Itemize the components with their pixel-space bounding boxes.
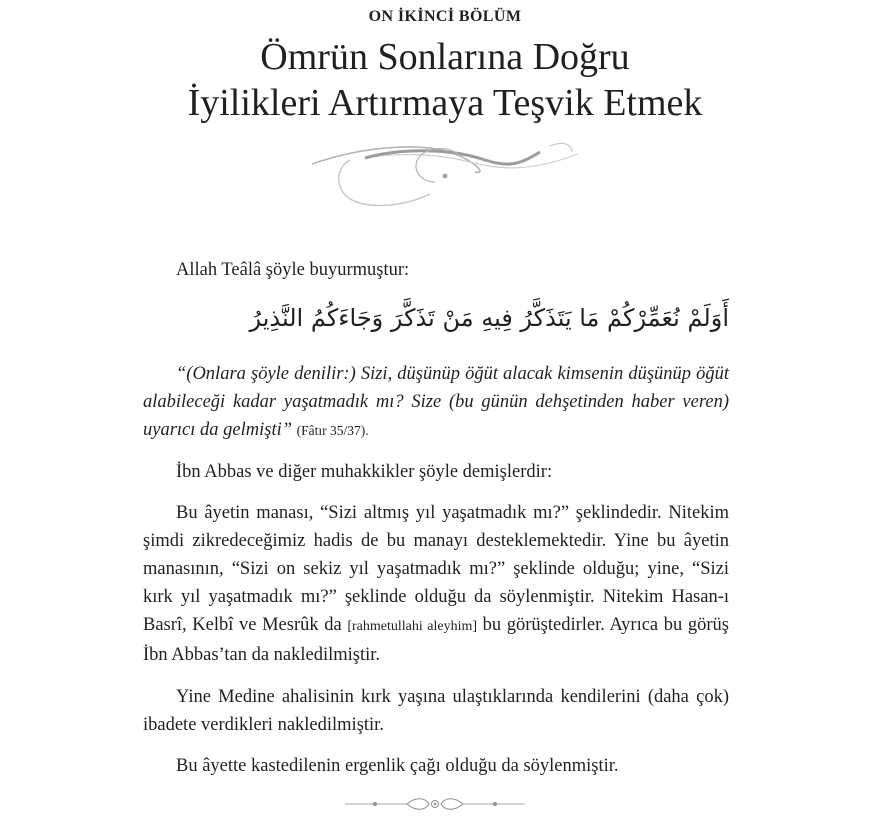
honorific-note: [rahmetullahi aleyhim] bbox=[347, 619, 478, 634]
translation-text: “(Onlara şöyle denilir:) Sizi, düşünüp öğüt alacak kimsenin düşünüp öğüt alabileceği kadar yaşatmadık mı? Size (bu günün dehşetinden haber veren) uyarıcı da gelmişti” bbox=[143, 364, 729, 440]
divider-ornament-icon bbox=[345, 795, 525, 813]
verse-reference: (Fâtır 35/37). bbox=[296, 423, 369, 438]
flourish-ornament-icon bbox=[310, 134, 580, 216]
main-text-part-1: Bu âyetin manası, “Sizi altmış yıl yaşatmadık mı?” şeklindedir. Nitekim şimdi zikredeceğimiz hadis de bu manayı desteklemektedir. Yine bu âyetin manasının, “Sizi on sekiz yıl yaşatmadık mı?” şeklinde olduğu; yine, “Sizi kırk yıl yaşatmadık mı?” şeklinde olduğu da söylenmiştir. Nitekim Hasan-ı Basrî, Kelbî ve Mesrûk da bbox=[143, 503, 729, 635]
main-text-part-2: bu görüştedirler. Ayrıca bu görüş İbn Abbas’tan da nakledilmiştir. bbox=[143, 615, 729, 665]
title-line-1: Ömrün Sonlarına Doğru bbox=[260, 36, 630, 78]
page-title bbox=[0, 34, 890, 126]
verse-translation bbox=[143, 360, 729, 445]
title-line-2: İyilikleri Artırmaya Teşvik Etmek bbox=[187, 82, 703, 124]
chapter-label: ON İKİNCİ BÖLÜM bbox=[368, 8, 522, 25]
medine-paragraph: Yine Medine ahalisinin kırk yaşına ulaştıklarında kendilerini (daha çok) ibadete verdikleri nakledilmiştir. bbox=[143, 687, 729, 735]
intro-paragraph: Allah Teâlâ şöyle buyurmuştur: bbox=[176, 260, 410, 280]
ibn-abbas-paragraph: İbn Abbas ve diğer muhakkikler şöyle demişlerdir: bbox=[176, 462, 553, 482]
arabic-verse: أَوَلَمْ نُعَمِّرْكُمْ مَا يَتَذَكَّرُ فِيهِ مَنْ تَذَكَّرَ وَجَاءَكُمُ النَّذِيرُ bbox=[249, 304, 729, 332]
last-paragraph: Bu âyette kastedilenin ergenlik çağı olduğu da söylenmiştir. bbox=[176, 756, 619, 776]
main-paragraph bbox=[143, 499, 729, 669]
